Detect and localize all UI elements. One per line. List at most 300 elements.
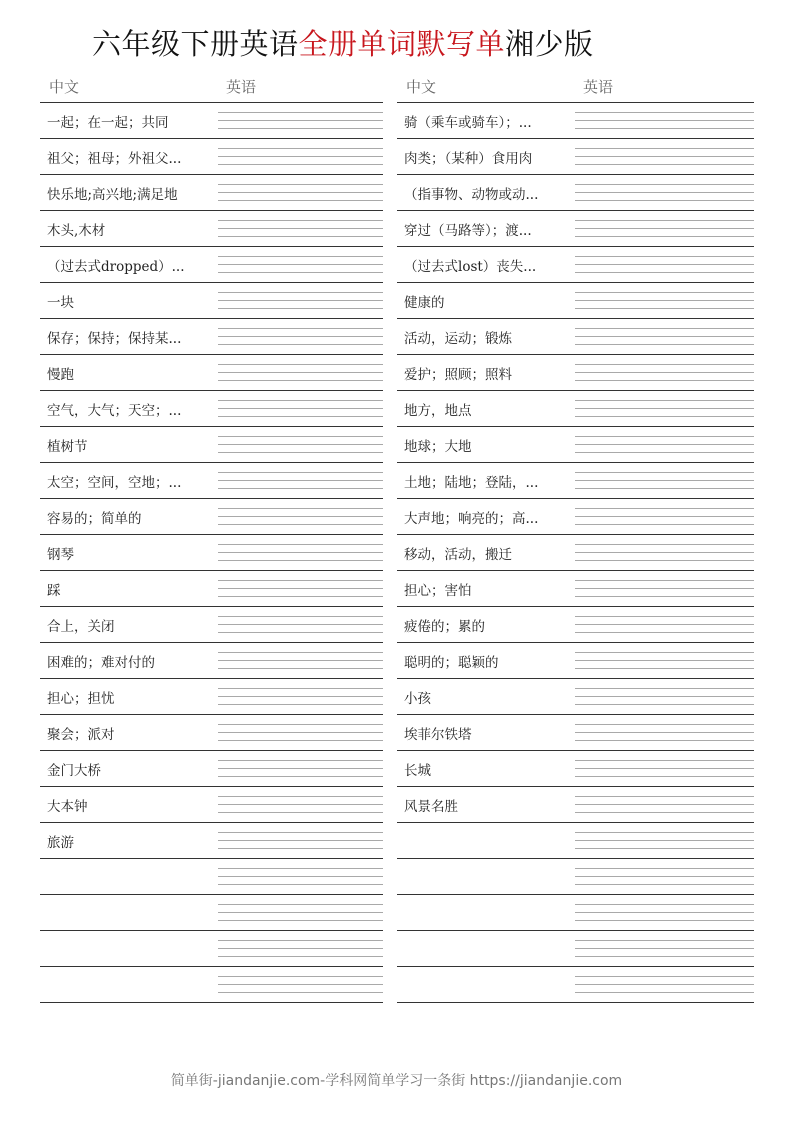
chinese-meaning: （指事物、动物或动... xyxy=(404,187,539,203)
writing-line xyxy=(575,508,754,509)
writing-line xyxy=(218,776,383,777)
english-writing-lines[interactable] xyxy=(575,571,754,606)
writing-line xyxy=(218,940,383,941)
footer-source: 简单街-jiandanjie.com-学科网简单学习一条街 https://jiandanjie.com xyxy=(170,1073,623,1089)
writing-line xyxy=(218,580,383,581)
writing-line xyxy=(575,796,754,797)
chinese-meaning: 大声地；响亮的；高... xyxy=(404,511,539,527)
writing-line xyxy=(218,480,383,481)
chinese-meaning: 移动，活动，搬迁 xyxy=(404,547,512,563)
word-row xyxy=(40,823,383,859)
writing-line xyxy=(575,164,754,165)
writing-line xyxy=(218,544,383,545)
writing-line xyxy=(218,220,383,221)
writing-line xyxy=(575,624,754,625)
word-row xyxy=(40,247,383,283)
writing-line xyxy=(575,228,754,229)
english-writing-lines[interactable] xyxy=(218,391,383,426)
writing-line xyxy=(218,948,383,949)
writing-line xyxy=(575,380,754,381)
english-writing-lines[interactable] xyxy=(218,895,383,930)
writing-line xyxy=(218,128,383,129)
writing-line xyxy=(575,364,754,365)
writing-line xyxy=(575,192,754,193)
writing-line xyxy=(218,408,383,409)
english-writing-lines[interactable] xyxy=(218,535,383,570)
english-writing-lines[interactable] xyxy=(218,103,383,138)
writing-line xyxy=(218,516,383,517)
writing-line xyxy=(218,336,383,337)
writing-line xyxy=(218,364,383,365)
word-row xyxy=(40,967,383,1003)
writing-line xyxy=(218,112,383,113)
writing-line xyxy=(575,940,754,941)
writing-line xyxy=(575,848,754,849)
writing-line xyxy=(575,272,754,273)
word-row xyxy=(397,247,754,283)
writing-line xyxy=(218,920,383,921)
writing-line xyxy=(575,552,754,553)
english-writing-lines[interactable] xyxy=(218,211,383,246)
english-writing-lines[interactable] xyxy=(575,427,754,462)
writing-line xyxy=(575,588,754,589)
writing-line xyxy=(575,220,754,221)
chinese-meaning: 太空；空间，空地；... xyxy=(47,475,182,491)
writing-line xyxy=(575,516,754,517)
writing-line xyxy=(575,452,754,453)
writing-line xyxy=(575,328,754,329)
writing-line xyxy=(218,732,383,733)
english-writing-lines[interactable] xyxy=(575,679,754,714)
english-writing-lines[interactable] xyxy=(575,391,754,426)
chinese-meaning: 风景名胜 xyxy=(404,799,458,815)
writing-line xyxy=(218,660,383,661)
writing-line xyxy=(575,472,754,473)
chinese-meaning: 植树节 xyxy=(47,439,88,455)
chinese-meaning: 活动，运动；锻炼 xyxy=(404,331,512,347)
word-row xyxy=(40,571,383,607)
writing-line xyxy=(218,812,383,813)
word-row xyxy=(397,787,754,823)
writing-line xyxy=(218,696,383,697)
word-row xyxy=(40,103,383,139)
chinese-meaning: 保存；保持；保持某... xyxy=(47,331,182,347)
chinese-meaning: 快乐地;高兴地;满足地 xyxy=(47,187,178,203)
word-row xyxy=(397,391,754,427)
chinese-meaning: 担心；害怕 xyxy=(404,583,472,599)
writing-line xyxy=(218,400,383,401)
chinese-meaning: 一起；在一起；共同 xyxy=(47,115,169,131)
writing-line xyxy=(218,868,383,869)
chinese-meaning: 地球；大地 xyxy=(404,439,472,455)
english-writing-lines[interactable] xyxy=(218,931,383,966)
word-row xyxy=(40,679,383,715)
word-row xyxy=(397,967,754,1003)
word-row xyxy=(397,463,754,499)
writing-line xyxy=(575,740,754,741)
writing-line xyxy=(218,308,383,309)
chinese-meaning: 骑（乘车或骑车）；... xyxy=(404,115,532,131)
word-row xyxy=(40,319,383,355)
word-row xyxy=(397,175,754,211)
english-writing-lines[interactable] xyxy=(575,103,754,138)
writing-line xyxy=(218,472,383,473)
writing-line xyxy=(218,704,383,705)
writing-line xyxy=(218,984,383,985)
chinese-meaning: 穿过（马路等）；渡... xyxy=(404,223,532,239)
writing-line xyxy=(575,976,754,977)
english-writing-lines[interactable] xyxy=(218,751,383,786)
writing-line xyxy=(575,156,754,157)
english-writing-lines[interactable] xyxy=(218,499,383,534)
writing-line xyxy=(218,184,383,185)
word-row xyxy=(40,751,383,787)
writing-line xyxy=(218,148,383,149)
english-writing-lines[interactable] xyxy=(218,859,383,894)
english-writing-lines[interactable] xyxy=(575,895,754,930)
english-writing-lines[interactable] xyxy=(575,247,754,282)
english-writing-lines[interactable] xyxy=(218,967,383,1002)
chinese-meaning: 土地；陆地；登陆，... xyxy=(404,475,539,491)
writing-line xyxy=(575,884,754,885)
english-writing-lines[interactable] xyxy=(218,175,383,210)
writing-line xyxy=(218,956,383,957)
writing-line xyxy=(218,416,383,417)
writing-line xyxy=(218,796,383,797)
writing-line xyxy=(218,992,383,993)
writing-line xyxy=(575,544,754,545)
writing-line xyxy=(218,616,383,617)
chinese-meaning: 祖父；祖母；外祖父... xyxy=(47,151,182,167)
writing-line xyxy=(218,200,383,201)
writing-line xyxy=(575,292,754,293)
word-row xyxy=(397,571,754,607)
english-writing-lines[interactable] xyxy=(575,859,754,894)
english-writing-lines[interactable] xyxy=(218,319,383,354)
word-row xyxy=(397,823,754,859)
english-writing-lines[interactable] xyxy=(218,355,383,390)
chinese-meaning: （过去式dropped）... xyxy=(47,259,185,275)
word-row xyxy=(40,895,383,931)
english-writing-lines[interactable] xyxy=(218,787,383,822)
page-title xyxy=(92,22,594,66)
writing-line xyxy=(575,760,754,761)
writing-line xyxy=(575,668,754,669)
word-row xyxy=(40,355,383,391)
word-row xyxy=(40,607,383,643)
word-row xyxy=(40,499,383,535)
word-row xyxy=(397,859,754,895)
english-writing-lines[interactable] xyxy=(218,823,383,858)
writing-line xyxy=(575,200,754,201)
word-row xyxy=(40,283,383,319)
word-row xyxy=(397,535,754,571)
writing-line xyxy=(218,884,383,885)
chinese-meaning: 旅游 xyxy=(47,835,74,851)
writing-line xyxy=(575,732,754,733)
writing-line xyxy=(218,192,383,193)
writing-line xyxy=(218,444,383,445)
english-writing-lines[interactable] xyxy=(575,463,754,498)
writing-line xyxy=(218,228,383,229)
english-writing-lines[interactable] xyxy=(575,211,754,246)
writing-line xyxy=(218,156,383,157)
title-prefix: 六年级下册英语 xyxy=(92,27,299,61)
writing-line xyxy=(575,704,754,705)
writing-line xyxy=(218,652,383,653)
writing-line xyxy=(218,488,383,489)
writing-line xyxy=(575,956,754,957)
word-row xyxy=(397,895,754,931)
writing-line xyxy=(218,740,383,741)
writing-line xyxy=(218,372,383,373)
chinese-meaning: 金门大桥 xyxy=(47,763,101,779)
writing-line xyxy=(575,812,754,813)
writing-line xyxy=(218,632,383,633)
writing-line xyxy=(575,112,754,113)
writing-line xyxy=(218,264,383,265)
chinese-meaning: 钢琴 xyxy=(47,547,74,563)
left-word-column xyxy=(40,72,383,1003)
writing-line xyxy=(575,524,754,525)
writing-line xyxy=(575,616,754,617)
writing-line xyxy=(218,724,383,725)
writing-line xyxy=(575,400,754,401)
chinese-meaning: 容易的；简单的 xyxy=(47,511,142,527)
writing-line xyxy=(575,688,754,689)
word-row xyxy=(40,715,383,751)
writing-line xyxy=(575,904,754,905)
word-row xyxy=(397,211,754,247)
writing-line xyxy=(218,848,383,849)
writing-line xyxy=(575,128,754,129)
chinese-meaning: 地方，地点 xyxy=(404,403,472,419)
english-writing-lines[interactable] xyxy=(218,463,383,498)
word-row xyxy=(397,715,754,751)
writing-line xyxy=(218,436,383,437)
english-writing-lines[interactable] xyxy=(218,607,383,642)
chinese-meaning: 踩 xyxy=(47,583,61,599)
writing-line xyxy=(575,920,754,921)
writing-line xyxy=(575,804,754,805)
english-writing-lines[interactable] xyxy=(575,319,754,354)
chinese-meaning: 健康的 xyxy=(404,295,445,311)
english-writing-lines[interactable] xyxy=(218,679,383,714)
english-writing-lines[interactable] xyxy=(575,175,754,210)
writing-line xyxy=(218,508,383,509)
writing-line xyxy=(218,588,383,589)
english-writing-lines[interactable] xyxy=(218,283,383,318)
chinese-meaning: 小孩 xyxy=(404,691,431,707)
writing-line xyxy=(575,148,754,149)
word-row xyxy=(397,499,754,535)
writing-line xyxy=(575,120,754,121)
chinese-meaning: （过去式lost）丧失... xyxy=(404,259,537,275)
english-writing-lines[interactable] xyxy=(218,427,383,462)
writing-line xyxy=(218,624,383,625)
writing-line xyxy=(575,632,754,633)
writing-line xyxy=(575,408,754,409)
english-writing-lines[interactable] xyxy=(575,715,754,750)
writing-line xyxy=(218,452,383,453)
writing-line xyxy=(218,344,383,345)
writing-line xyxy=(575,768,754,769)
word-row xyxy=(397,427,754,463)
chinese-meaning: 合上，关闭 xyxy=(47,619,115,635)
writing-line xyxy=(575,832,754,833)
left-column-header xyxy=(40,72,383,103)
chinese-meaning: 聪明的；聪颖的 xyxy=(404,655,499,671)
chinese-meaning: 木头,木材 xyxy=(47,223,106,239)
writing-line xyxy=(218,596,383,597)
chinese-meaning: 疲倦的；累的 xyxy=(404,619,485,635)
writing-line xyxy=(575,776,754,777)
writing-line xyxy=(218,768,383,769)
word-row xyxy=(397,643,754,679)
writing-line xyxy=(218,164,383,165)
writing-line xyxy=(218,904,383,905)
english-writing-lines[interactable] xyxy=(575,355,754,390)
writing-line xyxy=(575,344,754,345)
word-row xyxy=(40,391,383,427)
chinese-meaning: 聚会；派对 xyxy=(47,727,115,743)
word-row xyxy=(40,787,383,823)
english-writing-lines[interactable] xyxy=(575,535,754,570)
writing-line xyxy=(575,876,754,877)
word-row xyxy=(397,283,754,319)
word-row xyxy=(397,355,754,391)
writing-line xyxy=(575,560,754,561)
chinese-meaning: 埃菲尔铁塔 xyxy=(404,727,472,743)
right-word-column xyxy=(397,72,754,1003)
english-writing-lines[interactable] xyxy=(575,499,754,534)
chinese-meaning: 困难的；难对付的 xyxy=(47,655,155,671)
writing-line xyxy=(575,652,754,653)
writing-line xyxy=(218,976,383,977)
writing-line xyxy=(575,912,754,913)
chinese-meaning: 长城 xyxy=(404,763,431,779)
writing-line xyxy=(218,524,383,525)
writing-line xyxy=(575,488,754,489)
english-writing-lines[interactable] xyxy=(575,931,754,966)
english-writing-lines[interactable] xyxy=(575,751,754,786)
writing-line xyxy=(575,372,754,373)
writing-line xyxy=(575,992,754,993)
word-row xyxy=(40,535,383,571)
writing-line xyxy=(575,300,754,301)
writing-line xyxy=(575,580,754,581)
word-row xyxy=(397,751,754,787)
writing-line xyxy=(575,264,754,265)
word-row xyxy=(397,931,754,967)
word-row xyxy=(397,139,754,175)
writing-line xyxy=(218,120,383,121)
header-english: 英语 xyxy=(226,78,257,96)
word-row xyxy=(40,175,383,211)
writing-line xyxy=(575,336,754,337)
writing-line xyxy=(218,328,383,329)
english-writing-lines[interactable] xyxy=(218,139,383,174)
english-writing-lines[interactable] xyxy=(575,283,754,318)
writing-line xyxy=(575,696,754,697)
writing-line xyxy=(218,256,383,257)
writing-line xyxy=(218,760,383,761)
english-writing-lines[interactable] xyxy=(575,787,754,822)
writing-line xyxy=(218,668,383,669)
writing-line xyxy=(218,272,383,273)
english-writing-lines[interactable] xyxy=(575,967,754,1002)
writing-line xyxy=(575,236,754,237)
writing-line xyxy=(218,840,383,841)
writing-line xyxy=(218,688,383,689)
word-row xyxy=(397,607,754,643)
writing-line xyxy=(575,660,754,661)
writing-line xyxy=(575,256,754,257)
writing-line xyxy=(218,236,383,237)
word-row xyxy=(40,463,383,499)
header-english: 英语 xyxy=(583,78,614,96)
english-writing-lines[interactable] xyxy=(575,139,754,174)
writing-line xyxy=(575,984,754,985)
word-row xyxy=(40,427,383,463)
chinese-meaning: 爱护；照顾；照料 xyxy=(404,367,512,383)
english-writing-lines[interactable] xyxy=(218,643,383,678)
writing-line xyxy=(575,596,754,597)
title-highlight: 全册单词默写单 xyxy=(298,27,506,61)
right-column-header xyxy=(397,72,754,103)
chinese-meaning: 一块 xyxy=(47,295,74,311)
chinese-meaning: 肉类；（某种）食用肉 xyxy=(404,151,533,167)
english-writing-lines[interactable] xyxy=(218,715,383,750)
chinese-meaning: 大本钟 xyxy=(47,799,88,815)
word-row xyxy=(40,859,383,895)
writing-line xyxy=(575,948,754,949)
english-writing-lines[interactable] xyxy=(575,643,754,678)
writing-line xyxy=(218,912,383,913)
writing-line xyxy=(218,876,383,877)
writing-line xyxy=(575,868,754,869)
writing-line xyxy=(218,832,383,833)
word-row xyxy=(397,679,754,715)
writing-line xyxy=(575,308,754,309)
chinese-meaning: 担心；担忧 xyxy=(47,691,115,707)
writing-line xyxy=(218,292,383,293)
word-row xyxy=(40,643,383,679)
writing-line xyxy=(575,184,754,185)
writing-line xyxy=(575,444,754,445)
word-row xyxy=(40,931,383,967)
english-writing-lines[interactable] xyxy=(218,571,383,606)
writing-line xyxy=(218,552,383,553)
writing-line xyxy=(218,380,383,381)
writing-line xyxy=(575,480,754,481)
writing-line xyxy=(218,560,383,561)
word-row xyxy=(397,319,754,355)
chinese-meaning: 慢跑 xyxy=(47,367,74,383)
word-row xyxy=(40,211,383,247)
word-row xyxy=(397,103,754,139)
title-suffix: 湘少版 xyxy=(505,27,594,61)
word-row xyxy=(40,139,383,175)
writing-line xyxy=(575,436,754,437)
chinese-meaning: 空气，大气；天空；... xyxy=(47,403,182,419)
writing-line xyxy=(218,804,383,805)
english-writing-lines[interactable] xyxy=(575,607,754,642)
english-writing-lines[interactable] xyxy=(218,247,383,282)
english-writing-lines[interactable] xyxy=(575,823,754,858)
header-chinese: 中文 xyxy=(49,78,80,96)
header-chinese: 中文 xyxy=(406,78,437,96)
